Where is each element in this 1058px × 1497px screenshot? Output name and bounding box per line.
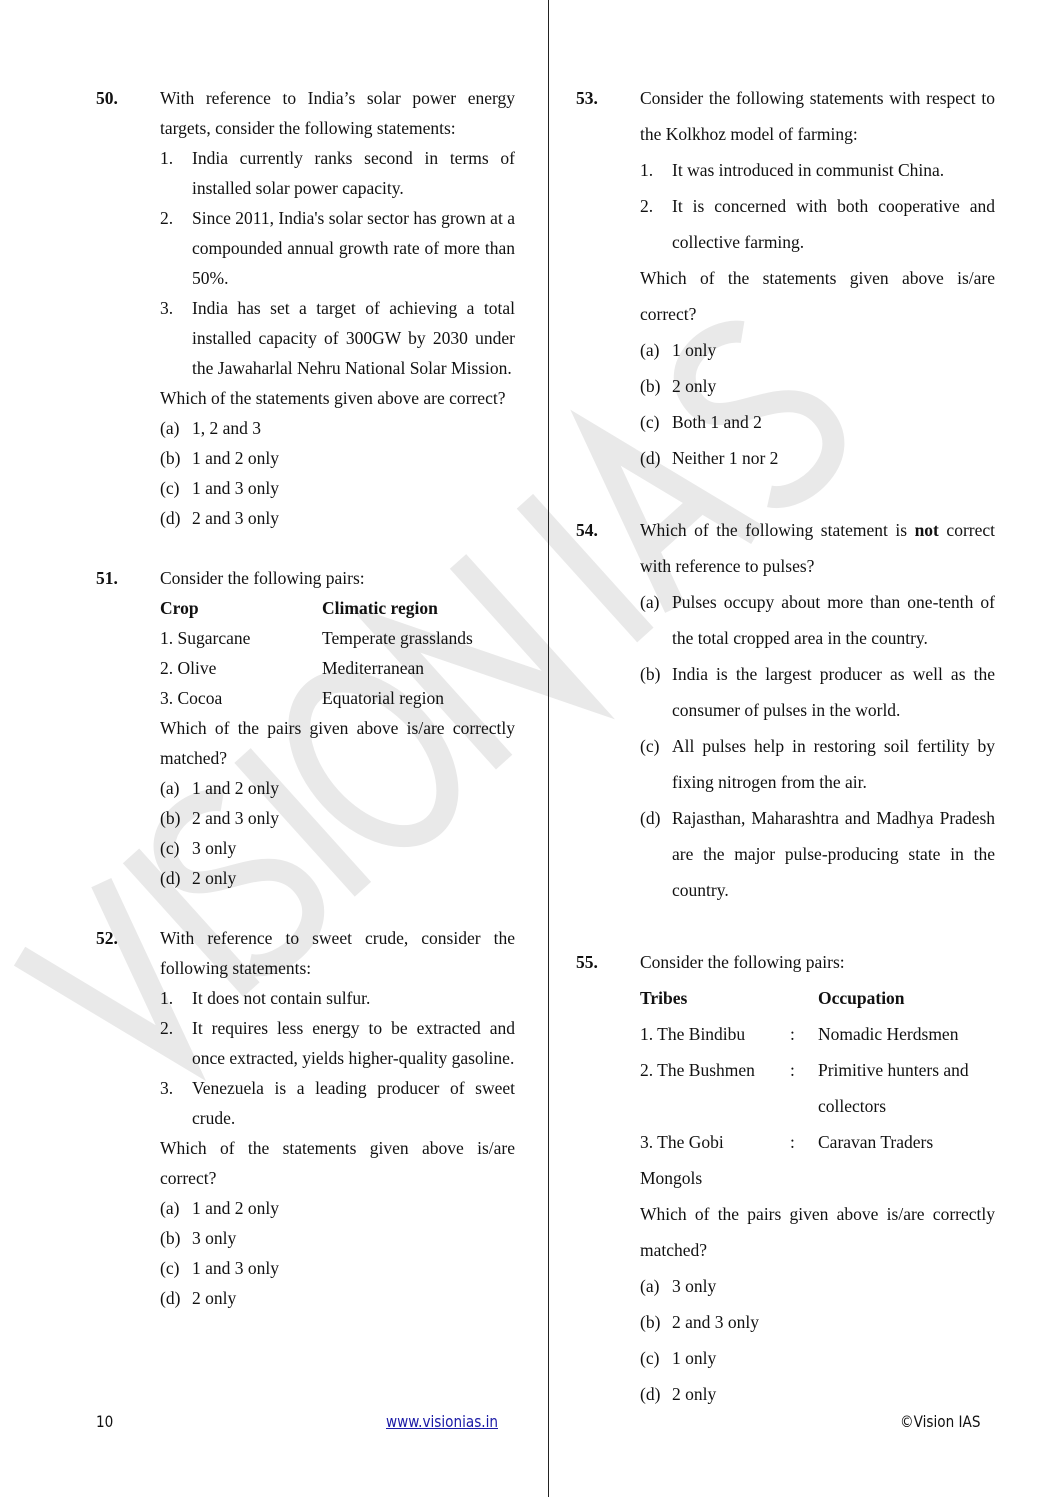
question-52 (96, 923, 516, 1313)
option-label: (b) (160, 808, 181, 828)
pair-left: 2. Olive (160, 658, 217, 678)
option-label: (a) (640, 592, 660, 612)
option-text: 1 and 2 only (192, 448, 280, 468)
option-text: 2 and 3 only (192, 808, 280, 828)
statement (640, 152, 995, 188)
option-label: (a) (160, 778, 180, 798)
question-stem (160, 83, 515, 143)
answer-option-c[interactable] (160, 833, 515, 863)
statement-number: 2. (160, 1018, 174, 1038)
page-number: 10 (96, 1412, 114, 1431)
option-label: (a) (160, 1198, 180, 1218)
option-label: (d) (640, 1384, 661, 1404)
answer-option-a[interactable] (160, 773, 515, 803)
answer-option-c[interactable] (640, 1340, 995, 1376)
question-body (160, 83, 515, 533)
answer-option-d[interactable] (160, 503, 515, 533)
website-link[interactable]: www.visionias.in (386, 1412, 499, 1431)
option-label: (b) (160, 1228, 181, 1248)
statement-number: 2. (640, 196, 654, 216)
option-label: (a) (160, 418, 180, 438)
option-label: (c) (640, 412, 660, 432)
answer-option-c[interactable] (640, 404, 995, 440)
answer-option-a[interactable] (640, 332, 995, 368)
question-number: 50. (96, 88, 118, 108)
pair-right: Nomadic Herdsmen (818, 1024, 959, 1044)
stem-text-after: correct with reference to pulses? (640, 520, 995, 576)
option-text: All pulses help in restoring soil fertility by fixing nitrogen from the air. (672, 736, 995, 792)
stem-text: Consider the following pairs: (640, 952, 845, 972)
statement (640, 188, 995, 260)
question-stem (640, 512, 995, 584)
option-label: (a) (640, 1276, 660, 1296)
option-label: (d) (640, 808, 661, 828)
statement-text: India currently ranks second in terms of installed solar power capacity. (192, 148, 515, 198)
question-stem (640, 80, 995, 152)
pair-left: 3. The Gobi Mongols (640, 1132, 724, 1188)
question-stem (160, 923, 515, 983)
option-text: 2 only (192, 1288, 237, 1308)
answer-option-a[interactable] (160, 1193, 515, 1223)
answer-option-b[interactable] (640, 368, 995, 404)
pair-right: Temperate grasslands (322, 628, 473, 648)
option-text: 2 and 3 only (672, 1312, 760, 1332)
statement (160, 983, 515, 1013)
question-prompt: Which of the statements given above are correct? (160, 388, 506, 408)
question-prompt: Which of the pairs given above is/are correctly matched? (640, 1204, 995, 1260)
statement-number: 3. (160, 298, 174, 318)
pairs-header: Crop (160, 598, 199, 618)
stem-text: With reference to India’s solar power energy targets, consider the following statements: (160, 88, 515, 138)
answer-option-d[interactable] (160, 1283, 515, 1313)
option-text: 1 and 3 only (192, 1258, 280, 1278)
option-text: 1, 2 and 3 (192, 418, 262, 438)
answer-option-a[interactable] (640, 584, 995, 656)
answer-option-b[interactable] (160, 443, 515, 473)
statement (160, 203, 515, 293)
option-text: 1 and 3 only (192, 478, 280, 498)
pair-left: 1. The Bindibu (640, 1024, 746, 1044)
option-label: (d) (160, 508, 181, 528)
option-text: India is the largest producer as well as the consumer of pulses in the world. (672, 664, 995, 720)
option-text: 1 only (672, 340, 717, 360)
option-label: (d) (640, 448, 661, 468)
option-text: 3 only (672, 1276, 717, 1296)
stem-text: Consider the following statements with respect to the Kolkhoz model of farming: (640, 88, 995, 144)
right-column (576, 80, 996, 1448)
pair-left: 1. Sugarcane (160, 628, 251, 648)
statement (160, 1013, 515, 1073)
pairs-table (640, 980, 995, 1196)
answer-option-b[interactable] (160, 1223, 515, 1253)
answer-option-b[interactable] (640, 656, 995, 728)
question-stem (640, 944, 995, 980)
pair-left: 2. The Bushmen (640, 1060, 755, 1080)
statement-number: 1. (640, 160, 654, 180)
question-body (640, 944, 995, 1412)
pair-left: 3. Cocoa (160, 688, 223, 708)
statement-number: 1. (160, 148, 174, 168)
stem-text: With reference to sweet crude, consider the following statements: (160, 928, 515, 978)
question-body (160, 563, 515, 893)
option-text: 2 only (672, 1384, 717, 1404)
pair-right: Caravan Traders (818, 1132, 934, 1152)
pairs-table (160, 593, 515, 713)
statement-number: 2. (160, 208, 174, 228)
question-stem (160, 563, 515, 593)
statement-text: Venezuela is a leading producer of sweet crude. (192, 1078, 515, 1128)
option-label: (b) (160, 448, 181, 468)
copyright: ©Vision IAS (900, 1412, 981, 1431)
answer-option-d[interactable] (640, 800, 995, 908)
option-text: 1 and 2 only (192, 1198, 280, 1218)
question-prompt: Which of the pairs given above is/are correctly matched? (160, 718, 515, 768)
pairs-header: Occupation (818, 988, 905, 1008)
answer-option-a[interactable] (160, 413, 515, 443)
statement-text: It requires less energy to be extracted and once extracted, yields higher-quality gasoline. (192, 1018, 515, 1068)
option-label: (c) (640, 1348, 660, 1368)
pair-right: Primitive hunters and collectors (818, 1060, 969, 1116)
option-text: Rajasthan, Maharashtra and Madhya Pradesh are the major pulse-producing state in the country. (672, 808, 995, 900)
option-label: (d) (160, 1288, 181, 1308)
pairs-header: Tribes (640, 988, 688, 1008)
left-column (96, 83, 516, 1343)
option-label: (c) (640, 736, 660, 756)
question-body (160, 923, 515, 1313)
statement-number: 1. (160, 988, 174, 1008)
option-label: (c) (160, 1258, 180, 1278)
statement-text: Since 2011, India's solar sector has grown at a compounded annual growth rate of more than 50%. (192, 208, 515, 288)
pair-separator: : (790, 1060, 795, 1080)
answer-option-c[interactable] (160, 473, 515, 503)
pair-right: Mediterranean (322, 658, 425, 678)
statement-text: It does not contain sulfur. (192, 988, 371, 1008)
answer-option-d[interactable] (640, 1376, 995, 1412)
option-label: (b) (640, 664, 661, 684)
option-text: 1 and 2 only (192, 778, 280, 798)
answer-option-d[interactable] (160, 863, 515, 893)
pairs-header: Climatic region (322, 598, 438, 618)
column-divider (548, 0, 549, 1497)
answer-option-d[interactable] (640, 440, 995, 476)
answer-option-c[interactable] (640, 728, 995, 800)
option-text: Both 1 and 2 (672, 412, 762, 432)
statement (160, 293, 515, 383)
statement-text: India has set a target of achieving a total installed capacity of 300GW by 2030 under the Jawaharlal Nehru National Solar Mission. (192, 298, 515, 378)
answer-option-b[interactable] (160, 803, 515, 833)
question-number: 53. (576, 88, 598, 108)
pair-separator: : (790, 1132, 795, 1152)
question-prompt: Which of the statements given above is/are correct? (160, 1138, 515, 1188)
option-label: (c) (160, 838, 180, 858)
pair-separator: : (790, 1024, 795, 1044)
option-text: Pulses occupy about more than one-tenth of the total cropped area in the country. (672, 592, 995, 648)
option-label: (c) (160, 478, 180, 498)
option-label: (a) (640, 340, 660, 360)
option-text: 1 only (672, 1348, 717, 1368)
question-53 (576, 80, 996, 476)
option-text: 3 only (192, 1228, 237, 1248)
statement-number: 3. (160, 1078, 174, 1098)
statement (160, 143, 515, 203)
statement-text: It is concerned with both cooperative and collective farming. (672, 196, 995, 252)
question-number: 54. (576, 520, 598, 540)
question-54 (576, 512, 996, 908)
question-body (640, 512, 995, 908)
option-label: (d) (160, 868, 181, 888)
option-text: 2 only (672, 376, 717, 396)
question-prompt: Which of the statements given above is/are correct? (640, 268, 995, 324)
stem-text: Consider the following pairs: (160, 568, 365, 588)
answer-option-a[interactable] (640, 1268, 995, 1304)
statement (160, 1073, 515, 1133)
question-55 (576, 944, 996, 1412)
question-body (640, 80, 995, 476)
statement-text: It was introduced in communist China. (672, 160, 945, 180)
question-51 (96, 563, 516, 893)
option-label: (b) (640, 376, 661, 396)
question-50 (96, 83, 516, 533)
stem-emphasis: not (914, 520, 939, 540)
pairs-header-spacer (790, 980, 818, 1016)
question-number: 55. (576, 952, 598, 972)
question-number: 52. (96, 928, 118, 948)
answer-option-b[interactable] (640, 1304, 995, 1340)
answer-option-c[interactable] (160, 1253, 515, 1283)
option-text: 2 only (192, 868, 237, 888)
option-text: 3 only (192, 838, 237, 858)
stem-text: Which of the following statement is (640, 520, 908, 540)
option-text: Neither 1 nor 2 (672, 448, 779, 468)
question-number: 51. (96, 568, 118, 588)
option-text: 2 and 3 only (192, 508, 280, 528)
pair-right: Equatorial region (322, 688, 444, 708)
option-label: (b) (640, 1312, 661, 1332)
